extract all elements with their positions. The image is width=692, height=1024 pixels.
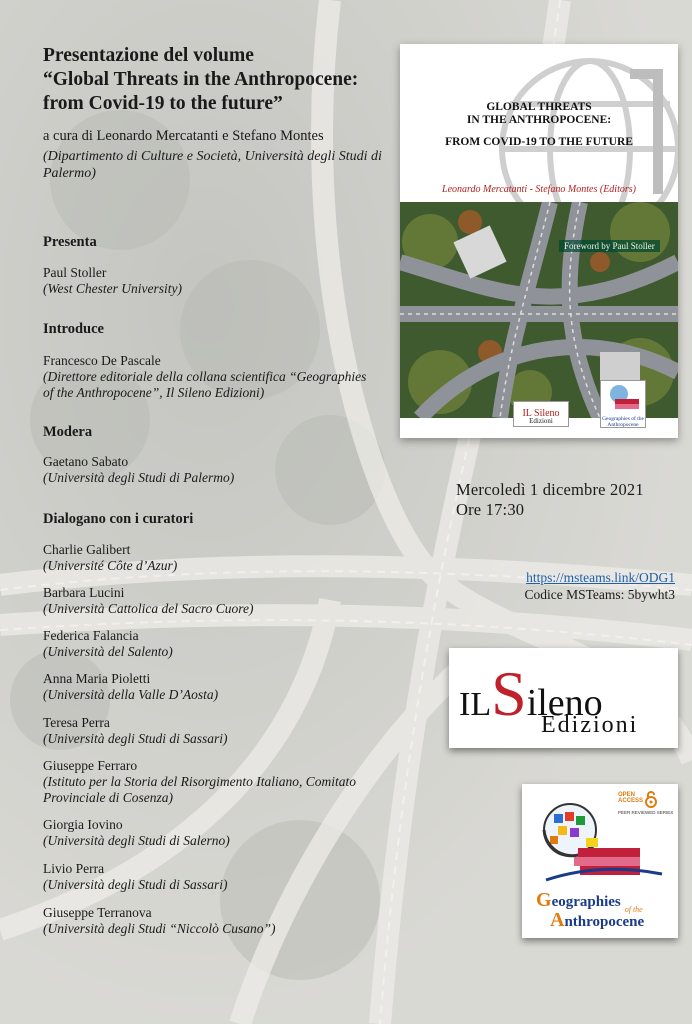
heading-line-3: from Covid-19 to the future”: [43, 93, 283, 114]
g-letter: G: [536, 889, 552, 911]
curated-by: a cura di Leonardo Mercatanti e Stefano Montes: [43, 128, 324, 144]
person-dialogano: [43, 585, 373, 617]
peer-reviewed-note: PEER REVIEWED SERIES: [618, 810, 674, 815]
person-dialogano: [43, 861, 373, 893]
book-publisher-name: IL Sileno: [522, 408, 560, 419]
heading-line-1: Presentazione del volume: [43, 45, 254, 66]
person-dialogano: [43, 817, 373, 849]
open-access-lock-icon: [644, 790, 658, 808]
book-series-name-2: Anthropocene: [607, 422, 639, 428]
geographies-wordmark: [536, 889, 643, 914]
book-publisher-sub: Edizioni: [529, 417, 553, 425]
globe-books-icon: [601, 381, 645, 411]
book-series-name: Geographies of the: [602, 416, 644, 422]
person-affiliation: (Università degli Studi di Sassari): [43, 877, 228, 892]
open-access-line: ACCESS: [618, 798, 644, 804]
section-title-modera: Modera: [43, 424, 93, 440]
person-affiliation: (Università del Salento): [43, 644, 173, 659]
person-dialogano: [43, 542, 373, 574]
open-access-badge: [618, 792, 643, 804]
il-sileno-logo: [449, 648, 678, 748]
person-name: Federica Falancia: [43, 628, 139, 643]
person-affiliation: (Università degli Studi “Niccolò Cusano”): [43, 921, 276, 936]
logo-rest: ileno: [526, 682, 603, 724]
book-series-logo: [600, 380, 646, 428]
person-presenta: [43, 265, 383, 297]
event-datetime: [456, 480, 644, 520]
person-affiliation: (Università degli Studi di Palermo): [43, 470, 235, 485]
book-subtitle: FROM COVID-19 TO THE FUTURE: [445, 136, 633, 148]
person-dialogano: [43, 715, 373, 747]
person-name: Giuseppe Ferraro: [43, 758, 138, 773]
eographies: eographies: [551, 894, 621, 910]
person-name: Paul Stoller: [43, 265, 107, 280]
event-time: Ore 17:30: [456, 500, 525, 519]
section-title-introduce: Introduce: [43, 321, 104, 337]
person-name: Giorgia Iovino: [43, 817, 123, 832]
person-dialogano: [43, 671, 373, 703]
event-heading: [43, 44, 393, 116]
book-title: [400, 101, 678, 127]
person-modera: [43, 454, 383, 486]
person-dialogano: [43, 905, 373, 937]
person-name: Livio Perra: [43, 861, 105, 876]
section-title-presenta: Presenta: [43, 234, 97, 250]
book-title-line: GLOBAL THREATS: [486, 101, 592, 113]
logo-prefix: IL: [459, 686, 492, 723]
person-introduce: [43, 353, 368, 401]
teams-link[interactable]: https://msteams.link/ODG1: [526, 570, 675, 585]
teams-code: Codice MSTeams: 5bywht3: [524, 587, 675, 602]
person-name: Teresa Perra: [43, 715, 110, 730]
person-name: Giuseppe Terranova: [43, 905, 152, 920]
logo-initial: S: [491, 658, 527, 729]
person-affiliation: (Università Cattolica del Sacro Cuore): [43, 601, 254, 616]
foreword-label: Foreword by Paul Stoller: [559, 240, 660, 252]
person-affiliation: (Università degli Studi di Sassari): [43, 731, 228, 746]
person-affiliation: (Istituto per la Storia del Risorgimento Italiano, Comitato Provinciale di Cosenza): [43, 774, 356, 805]
person-affiliation: (Università della Valle D’Aosta): [43, 687, 219, 702]
person-name: Anna Maria Pioletti: [43, 671, 151, 686]
event-date: Mercoledì 1 dicembre 2021: [456, 480, 644, 499]
heading-line-2: “Global Threats in the Anthropocene:: [43, 69, 359, 90]
person-name: Gaetano Sabato: [43, 454, 129, 469]
person-affiliation: (Université Côte d’Azur): [43, 558, 178, 573]
book-editors: Leonardo Mercatanti - Stefano Montes (Editors): [442, 184, 636, 195]
book-cover: [400, 44, 678, 438]
open-access-line: OPEN: [618, 792, 636, 798]
person-name: Charlie Galibert: [43, 542, 131, 557]
person-affiliation: (Direttore editoriale della collana scientifica “Geographies of the Anthropocene”, Il Sileno Edizioni): [43, 369, 367, 400]
person-name: Barbara Lucini: [43, 585, 125, 600]
department: (Dipartimento di Culture e Società, Università degli Studi di Palermo): [43, 149, 382, 181]
book-title-line: IN THE ANTHROPOCENE:: [466, 114, 612, 126]
person-affiliation: (Università degli Studi di Salerno): [43, 833, 230, 848]
person-dialogano: [43, 628, 373, 660]
of-the: of the: [624, 905, 643, 914]
anthropocene-wordmark: [550, 910, 644, 930]
geographies-anthropocene-logo: [522, 784, 678, 938]
person-name: Francesco De Pascale: [43, 353, 161, 368]
logo-edizioni: Edizioni: [541, 712, 639, 738]
nthropocene: nthropocene: [564, 914, 645, 930]
person-affiliation: (West Chester University): [43, 281, 182, 296]
a-letter: A: [550, 909, 565, 931]
section-title-dialogano: Dialogano con i curatori: [43, 511, 194, 527]
person-dialogano: [43, 758, 373, 806]
book-publisher-logo: [513, 401, 569, 427]
